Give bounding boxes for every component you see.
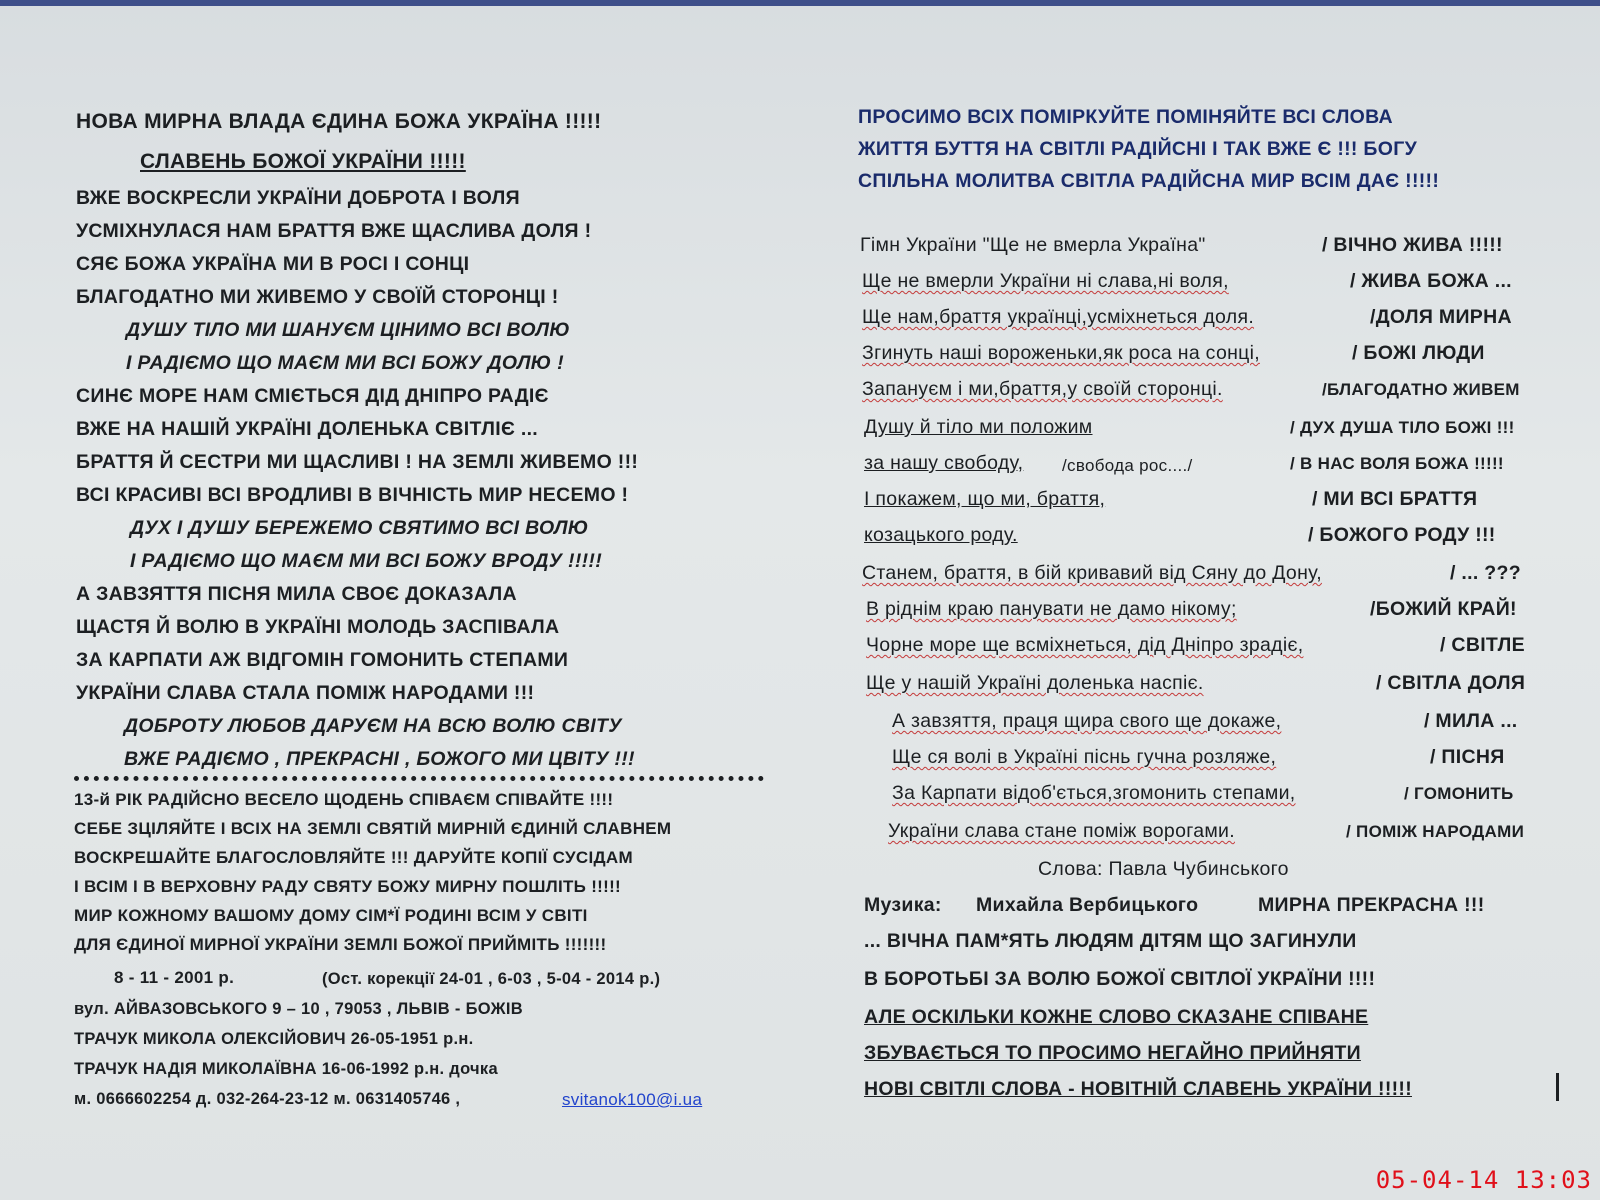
anthem-line-note: /ДОЛЯ МИРНА	[1370, 306, 1512, 328]
anthem-line-note: / МИЛА ...	[1424, 710, 1518, 732]
chorus-line: ДУШУ ТІЛО МИ ШАНУЄМ ЦІНИМО ВСІ ВОЛЮ	[126, 319, 570, 341]
verse-line: А ЗАВЗЯТТЯ ПІСНЯ МИЛА СВОЄ ДОКАЗАЛА	[76, 583, 517, 605]
camera-timestamp: 05-04-14 13:03	[1375, 1166, 1592, 1194]
intro-line: ПРОСИМО ВСІХ ПОМІРКУЙТЕ ПОМІНЯЙТЕ ВСІ СЛОВА	[858, 106, 1393, 128]
chorus-line: ДОБРОТУ ЛЮБОВ ДАРУЄМ НА ВСЮ ВОЛЮ СВІТУ	[124, 715, 622, 737]
verse-line: ЩАСТЯ Й ВОЛЮ В УКРАЇНІ МОЛОДЬ ЗАСПІВАЛА	[76, 616, 560, 638]
verse-line: УСМІХНУЛАСЯ НАМ БРАТТЯ ВЖЕ ЩАСЛИВА ДОЛЯ !	[76, 220, 592, 242]
verse-line: СИНЄ МОРЕ НАМ СМІЄТЬСЯ ДІД ДНІПРО РАДІЄ	[76, 385, 549, 407]
email-link[interactable]: svitanok100@i.ua	[562, 1090, 703, 1109]
freedom-note: /свобода рос..../	[1062, 456, 1193, 475]
anthem-line-note: /БОЖИЙ КРАЙ!	[1370, 598, 1517, 620]
verse-line: УКРАЇНИ СЛАВА СТАЛА ПОМІЖ НАРОДАМИ !!!	[76, 682, 535, 704]
music-label: Музика:	[864, 894, 942, 916]
anthem-line-note: / В НАС ВОЛЯ БОЖА !!!!!	[1290, 454, 1504, 473]
verse-line: БЛАГОДАТНО МИ ЖИВЕМО У СВОЇЙ СТОРОНЦІ !	[76, 286, 559, 308]
verse-line: ВЖЕ НА НАШІЙ УКРАЇНІ ДОЛЕНЬКА СВІТЛІЄ ...	[76, 418, 538, 440]
note-line: ВОСКРЕШАЙТЕ БЛАГОСЛОВЛЯЙТЕ !!! ДАРУЙТЕ КОПІЇ СУСІДАМ	[74, 848, 633, 867]
chorus-line: І РАДІЄМО ЩО МАЄМ МИ ВСІ БОЖУ ДОЛЮ !	[126, 352, 564, 374]
chorus-line: І РАДІЄМО ЩО МАЄМ МИ ВСІ БОЖУ ВРОДУ !!!!!	[130, 550, 602, 572]
anthem-line: І покажем, що ми, браття,	[864, 488, 1106, 510]
anthem-title: Гімн України "Ще не вмерла Україна"	[860, 234, 1206, 256]
memory-line: ... ВІЧНА ПАМ*ЯТЬ ЛЮДЯМ ДІТЯМ ЩО ЗАГИНУЛИ	[864, 930, 1357, 952]
music-note: МИРНА ПРЕКРАСНА !!!	[1258, 894, 1485, 916]
anthem-line-note: / МИ ВСІ БРАТТЯ	[1312, 488, 1478, 510]
anthem-line-note: /БЛАГОДАТНО ЖИВЕМ	[1322, 380, 1520, 399]
verse-line: ВСІ КРАСИВІ ВСІ ВРОДЛИВІ В ВІЧНІСТЬ МИР НЕСЕМО !	[76, 484, 629, 506]
anthem-line-note: / БОЖІ ЛЮДИ	[1352, 342, 1485, 364]
verse-line: СЯЄ БОЖА УКРАЇНА МИ В РОСІ І СОНЦІ	[76, 253, 470, 275]
anthem-line: за нашу свободу,	[864, 452, 1024, 474]
music-credit: Михайла Вербицького	[976, 894, 1199, 916]
anthem-line-note: / ДУХ ДУША ТІЛО БОЖІ !!!	[1290, 418, 1515, 437]
anthem-line: Ще у нашій Україні доленька наспіє.	[866, 672, 1204, 694]
note-line: ДЛЯ ЄДИНОЇ МИРНОЇ УКРАЇНИ ЗЕМЛІ БОЖОЇ ПРИЙМІТЬ !!!!!!!	[74, 935, 607, 954]
closing-line: ЗБУВАЄТЬСЯ ТО ПРОСИМО НЕГАЙНО ПРИЙНЯТИ	[864, 1042, 1361, 1064]
anthem-title-note: / ВІЧНО ЖИВА !!!!!	[1322, 234, 1503, 256]
note-line: І ВСІМ І В ВЕРХОВНУ РАДУ СВЯТУ БОЖУ МИРНУ ПОШЛІТЬ !!!!!	[74, 877, 621, 896]
anthem-line: Ще ся волі в Україні піснь гучна розляже,	[892, 746, 1277, 768]
anthem-line: Чорне море ще всміхнеться, дід Дніпро зрадіє,	[866, 634, 1304, 656]
anthem-line: Згинуть наші вороженьки,як роса на сонці,	[862, 342, 1260, 364]
anthem-line: козацького роду.	[864, 524, 1018, 546]
intro-line: СПІЛЬНА МОЛИТВА СВІТЛА РАДІЙСНА МИР ВСІМ ДАЄ !!!!!	[858, 170, 1440, 192]
author-2: ТРАЧУК НАДІЯ МИКОЛАЇВНА 16-06-1992 р.н. дочка	[74, 1060, 498, 1078]
phones: м. 0666602254 д. 032-264-23-12 м. 0631405746 ,	[74, 1090, 461, 1108]
anthem-line: А завзяття, праця щира свого ще докаже,	[892, 710, 1282, 732]
chorus-line: ДУХ І ДУШУ БЕРЕЖЕМО СВЯТИМО ВСІ ВОЛЮ	[130, 517, 589, 539]
corrections-note: (Ост. корекції 24-01 , 6-03 , 5-04 - 2014 р.)	[322, 970, 661, 988]
anthem-line: України слава стане поміж ворогами.	[888, 820, 1235, 842]
closing-line: НОВІ СВІТЛІ СЛОВА - НОВІТНІЙ СЛАВЕНЬ УКРАЇНИ !!!!!	[864, 1078, 1412, 1100]
anthem-line-note: / ПІСНЯ	[1430, 746, 1505, 768]
dotted-separator	[74, 776, 764, 781]
anthem-line: Запануєм і ми,браття,у своїй сторонці.	[862, 378, 1223, 400]
text-cursor	[1556, 1073, 1559, 1101]
memory-line: В БОРОТЬБІ ЗА ВОЛЮ БОЖОЇ СВІТЛОЇ УКРАЇНИ !!!!	[864, 968, 1376, 990]
chorus-line: ВЖЕ РАДІЄМО , ПРЕКРАСНІ , БОЖОГО МИ ЦВІТУ !!!	[124, 748, 635, 770]
anthem-line: За Карпати відоб'ється,згомонить степами,	[892, 782, 1296, 804]
anthem-line-note: / ГОМОНИТЬ	[1404, 784, 1514, 803]
anthem-line-note: / ПОМІЖ НАРОДАМИ	[1346, 822, 1525, 841]
creation-date: 8 - 11 - 2001 р.	[114, 968, 235, 987]
anthem-line: Станем, браття, в бій кривавий від Сяну до Дону,	[862, 562, 1322, 584]
address: вул. АЙВАЗОВСЬКОГО 9 – 10 , 79053 , ЛЬВІВ - БОЖІВ	[74, 1000, 523, 1018]
anthem-line-note: / СВІТЛА ДОЛЯ	[1376, 672, 1526, 694]
anthem-line: Ще нам,браття українці,усміхнеться доля.	[862, 306, 1255, 328]
author-1: ТРАЧУК МИКОЛА ОЛЕКСІЙОВИЧ 26-05-1951 р.н.	[74, 1030, 474, 1048]
anthem-line: Ще не вмерли України ні слава,ні воля,	[862, 270, 1229, 292]
note-line: 13-й РІК РАДІЙСНО ВЕСЕЛО ЩОДЕНЬ СПІВАЄМ СПІВАЙТЕ !!!!	[74, 790, 614, 809]
main-heading: НОВА МИРНА ВЛАДА ЄДИНА БОЖА УКРАЇНА !!!!!	[76, 110, 602, 133]
verse-line: БРАТТЯ Й СЕСТРИ МИ ЩАСЛИВІ ! НА ЗЕМЛІ ЖИВЕМО !!!	[76, 451, 639, 473]
note-line: МИР КОЖНОМУ ВАШОМУ ДОМУ СІМ*Ї РОДИНІ ВСІМ У СВІТІ	[74, 906, 588, 925]
anthem-line-note: / СВІТЛЕ	[1440, 634, 1525, 656]
anthem-line: В ріднім краю панувати не дамо нікому;	[866, 598, 1237, 620]
anthem-line-note: / ... ???	[1450, 562, 1521, 584]
anthem-line-note: / БОЖОГО РОДУ !!!	[1308, 524, 1496, 546]
verse-line: ЗА КАРПАТИ АЖ ВІДГОМІН ГОМОНИТЬ СТЕПАМИ	[76, 649, 569, 671]
anthem-line: Душу й тіло ми положим	[864, 416, 1093, 438]
words-credit: Слова: Павла Чубинського	[1038, 858, 1289, 880]
screen-top-edge	[0, 0, 1600, 6]
intro-line: ЖИТТЯ БУТТЯ НА СВІТЛІ РАДІЙСНІ І ТАК ВЖЕ Є !!! БОГУ	[858, 138, 1417, 160]
anthem-heading: СЛАВЕНЬ БОЖОЇ УКРАЇНИ !!!!!	[140, 150, 466, 173]
verse-line: ВЖЕ ВОСКРЕСЛИ УКРАЇНИ ДОБРОТА І ВОЛЯ	[76, 187, 520, 209]
anthem-line-note: / ЖИВА БОЖА ...	[1350, 270, 1512, 292]
closing-line: АЛЕ ОСКІЛЬКИ КОЖНЕ СЛОВО СКАЗАНЕ СПІВАНЕ	[864, 1006, 1369, 1028]
note-line: СЕБЕ ЗЦІЛЯЙТЕ І ВСІХ НА ЗЕМЛІ СВЯТІЙ МИРНІЙ ЄДИНІЙ СЛАВНЕМ	[74, 819, 672, 838]
